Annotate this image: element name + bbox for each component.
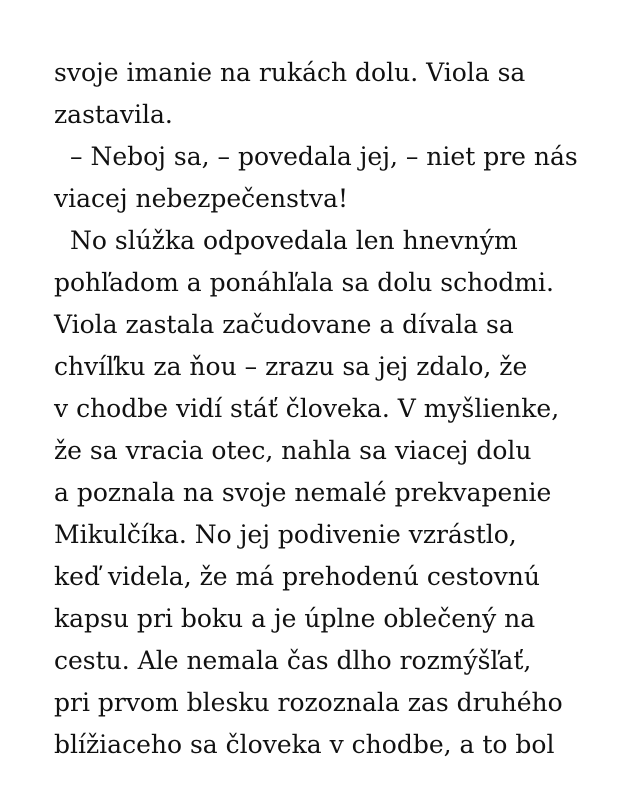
text-line: No slúžka odpovedala len hnevným [70,226,518,255]
text-line: cestu. Ale nemala čas dlho rozmýšľať, [54,646,532,675]
text-line: pri prvom blesku rozoznala zas druhého [54,688,563,717]
text-line: keď videla, že má prehodenú cestovnú [54,562,540,591]
page-text [54,52,614,766]
text-line: v chodbe vidí stáť človeka. V myšlienke, [54,394,560,423]
text-line: kapsu pri boku a je úplne oblečený na [54,604,536,633]
text-line: Mikulčíka. No jej podivenie vzrástlo, [54,520,517,549]
text-line: Viola zastala začudovane a dívala sa [54,310,514,339]
text-line: blížiaceho sa človeka v chodbe, a to bol [54,730,555,759]
text-line: a poznala na svoje nemalé prekvapenie [54,478,552,507]
text-line: že sa vracia otec, nahla sa viacej dolu [54,436,532,465]
text-line: pohľadom a ponáhľala sa dolu schodmi. [54,268,554,297]
text-line: svoje imanie na rukách dolu. Viola sa [54,58,526,87]
text-line: chvíľku za ňou – zrazu sa jej zdalo, že [54,352,528,381]
text-line: zastavila. [54,100,173,129]
text-line: viacej nebezpečenstva! [54,184,349,213]
text-line: – Neboj sa, – povedala jej, – niet pre nás [70,142,578,171]
